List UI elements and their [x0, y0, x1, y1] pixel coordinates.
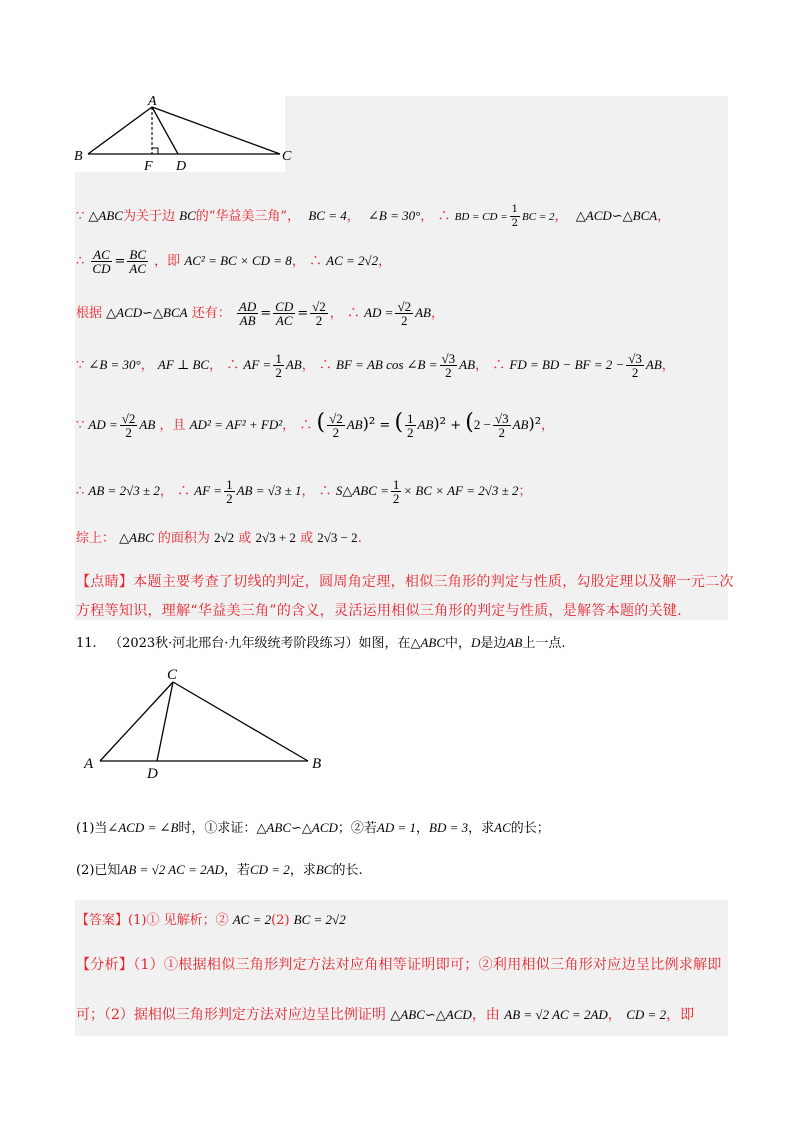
- label-A: A: [84, 756, 94, 772]
- solution-line-6: ∴ AB = 2√3 ± 2， ∴ AF = $\frac{1}{2}$ AB = √3 ± 1， ∴ S△ABC = $\frac{1}{2}$ × BC × AF = 2√3 ± 2；: [76, 477, 532, 506]
- label-D: D: [176, 159, 187, 172]
- question-part-1: (1)当∠ACD = ∠B时，①求证：△ABC∽△ACD；②若AD = 1，BD = 3，求AC的长；: [76, 820, 550, 836]
- solution-line-5: ∵ AD = $\frac{√2}{2}$ AB ，且 AD² = AF² + FD²， ∴ ( $\frac{√2}{2}$ AB)² = ( $\frac{1}{2}$ AB)² + (2 − $\frac{√3}{2}$ AB)²，: [76, 410, 555, 440]
- analysis-tag: 【分析】: [76, 957, 134, 973]
- solution-line-2: ∴ $\frac{AC}{CD}$ = $\frac{BC}{AC}$ ，即 AC² = BC × CD = 8， ∴ AC = 2√2，: [76, 247, 392, 276]
- label-D: D: [147, 766, 158, 782]
- label-C: C: [282, 149, 292, 164]
- label-B: B: [312, 756, 322, 772]
- solution-line-7: 综上： △ABC 的面积为 2√2 或 2√3 + 2 或 2√3 − 2.: [76, 530, 362, 546]
- label-B: B: [74, 149, 83, 164]
- question-11-stem: 11. （2023秋·河北邢台·九年级统考阶段练习）如图，在△ABC中，D是边AB上一点.: [76, 635, 566, 651]
- figure-triangle-abc-1: [70, 92, 295, 172]
- analysis-line-2: 可；（2）据相似三角形判定方法对应边呈比例证明 △ABC∽△ACD，由 AB = √2 AC = 2AD， CD = 2，即: [76, 1007, 695, 1023]
- comment-line-1: 【点睛】本题主要考查了切线的判定，圆周角定理，相似三角形的判定与性质，勾股定理以及解一元二次: [76, 574, 734, 590]
- label-C: C: [167, 667, 178, 683]
- answer-line: 【答案】(1)① 见解析；② AC = 2(2) BC = 2√2: [76, 912, 346, 928]
- comment-tag: 【点睛】: [76, 574, 134, 590]
- figure-triangle-abc-2: [80, 664, 330, 782]
- solution-line-4: ∵ ∠B = 30°， AF ⊥ BC， ∴ AF = $\frac{1}{2}$ AB， ∴ BF = AB cos ∠B = $\frac{√3}{2}$ AB， ∴ FD = BD − BF = 2 − $\frac{√3}{2}$ AB，: [76, 351, 675, 380]
- analysis-line-1: 【分析】（1）①根据相似三角形判定方法对应角相等证明即可；②利用相似三角形对应边呈比例求解即: [76, 957, 722, 973]
- label-F: F: [144, 159, 153, 172]
- question-part-2: (2)已知AB = √2 AC = 2AD，若CD = 2，求BC的长.: [76, 862, 363, 878]
- solution-line-3: 根据 △ACD∽△BCA 还有： $\frac{AD}{AB}$ = $\frac{CD}{AC}$ = $\frac{√2}{2}$ ， ∴ AD = $\frac{√2}{2}$ AB，: [76, 299, 444, 328]
- label-A: A: [148, 94, 157, 109]
- comment-line-2: 方程等知识，理解“华益美三角”的含义，灵活运用相似三角形的判定与性质，是解答本题的关键.: [76, 603, 682, 619]
- solution-line-1: ∵ △ABC为关于边 BC的“华益美三角”， BC = 4， ∠B = 30°， ∴ BD = CD = $\frac{1}{2}$ BC = 2， △ACD∽△BCA，: [76, 204, 671, 229]
- answer-tag: 【答案】: [76, 913, 129, 928]
